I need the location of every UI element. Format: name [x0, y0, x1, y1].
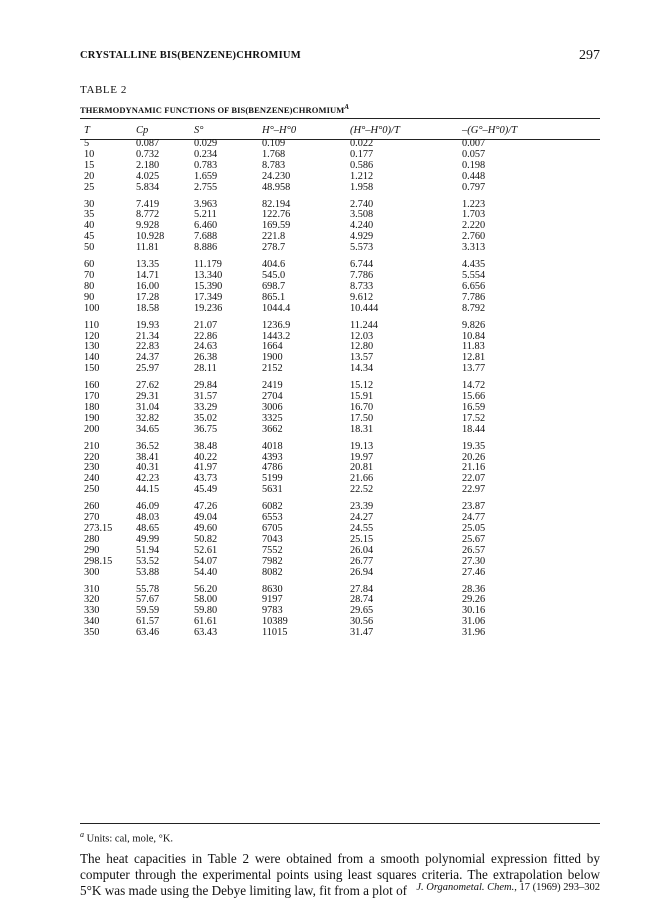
table-cell: 47.26: [194, 501, 218, 513]
table-cell: 54.07: [194, 555, 218, 567]
table-cell: 190: [84, 412, 100, 424]
table-cell: 6705: [262, 523, 283, 534]
column-header: Cp: [136, 124, 149, 136]
table-cell: 11015: [262, 627, 288, 639]
table-cell: 49.99: [136, 533, 160, 545]
table-cell: 16.70: [350, 401, 374, 413]
table-cell: 8.733: [350, 280, 374, 292]
table-cell: 36.75: [194, 423, 218, 435]
table-cell: 24.55: [350, 523, 374, 534]
table-cell: 56.20: [194, 583, 218, 595]
table-cell: 28.36: [462, 583, 486, 595]
table-cell: 59.59: [136, 605, 160, 617]
table-cell: 9.612: [350, 291, 374, 303]
page-header: [80, 48, 600, 66]
table-cell: 5.834: [136, 181, 160, 193]
table-cell: 26.04: [350, 544, 374, 556]
table-footnote: [80, 830, 173, 845]
table-cell: 0.087: [136, 138, 160, 149]
table-cell: 19.93: [136, 319, 160, 331]
table-cell: 50: [84, 242, 95, 254]
table-cell: 2.180: [136, 159, 160, 171]
table-cell: 10.928: [136, 231, 165, 243]
table-cell: 8.772: [136, 209, 160, 221]
table-cell: 122.76: [262, 209, 291, 221]
table-cell: 2.740: [350, 198, 374, 210]
table-cell: 1044.4: [262, 302, 291, 314]
table-cell: 3.963: [194, 198, 218, 210]
table-cell: 21.16: [462, 462, 486, 474]
table-cell: 7043: [262, 533, 283, 545]
table-cell: 35.02: [194, 412, 218, 424]
table-cell: 9.928: [136, 220, 160, 232]
table-cell: 7982: [262, 555, 283, 567]
table-cell: 24.37: [136, 352, 160, 364]
table-cell: 16.59: [462, 401, 486, 413]
table-cell: 27.30: [462, 555, 486, 567]
table-cell: 54.40: [194, 566, 218, 578]
table-cell: 22.52: [350, 484, 374, 496]
table-cell: 24.63: [194, 341, 218, 353]
table-cell: 38.48: [194, 440, 218, 452]
table-cell: 6.656: [462, 280, 486, 292]
table-cell: 59.80: [194, 605, 218, 617]
table-cell: 1.768: [262, 148, 286, 160]
table-cell: 220: [84, 451, 100, 463]
table-cell: 0.022: [350, 138, 374, 149]
footnote-text: Units: cal, mole, °K.: [86, 833, 174, 845]
table-cell: 9197: [262, 594, 283, 606]
table-cell: 0.448: [462, 170, 486, 182]
table-cell: 29.84: [194, 380, 218, 392]
table-row: [80, 557, 600, 568]
table-cell: 1.659: [194, 170, 218, 182]
table-cell: 17.50: [350, 412, 374, 424]
table-cell: 8630: [262, 583, 283, 595]
table-cell: 29.26: [462, 594, 486, 606]
table-cell: 32.82: [136, 412, 160, 424]
table-cell: 230: [84, 462, 100, 474]
table-cell: 42.23: [136, 473, 160, 485]
table-cell: 44.15: [136, 484, 160, 496]
table-cell: 310: [84, 583, 100, 595]
body-paragraph: The heat capacities in Table 2 were obtained from a smooth polynomial expression fitted by computer through the experimental points using least squares criteria. The extrapolation below 5°K was made using the Debye limiting law, fit from a plot of: [80, 851, 600, 898]
table-cell: 55.78: [136, 583, 160, 595]
table-cell: 0.177: [350, 148, 374, 160]
column-header: –(G°–H°0)/T: [462, 124, 518, 136]
table-cell: 82.194: [262, 198, 291, 210]
table-cell: 29.31: [136, 391, 160, 403]
table-cell: 1443.2: [262, 330, 291, 342]
table-cell: 24.77: [462, 512, 486, 524]
table-cell: 60: [84, 259, 95, 271]
table-cell: 11.244: [350, 319, 378, 331]
table-caption-text: THERMODYNAMIC FUNCTIONS OF BIS(BENZENE)CHROMIUM: [80, 104, 345, 115]
table-caption: [80, 103, 349, 115]
table-cell: 350: [84, 627, 100, 639]
running-title: CRYSTALLINE BIS(BENZENE)CHROMIUM: [80, 50, 301, 61]
table-cell: 28.11: [194, 363, 217, 375]
table-bottom-rule: [80, 823, 600, 824]
table-row: [80, 254, 600, 271]
table-cell: 17.28: [136, 291, 160, 303]
table-cell: 240: [84, 473, 100, 485]
thermodynamic-table: [80, 121, 600, 639]
table-cell: 49.60: [194, 523, 218, 534]
table-cell: 2.755: [194, 181, 218, 193]
table-cell: 11.179: [194, 259, 222, 271]
table-cell: 33.29: [194, 401, 218, 413]
table-cell: 5199: [262, 473, 283, 485]
table-cell: 8082: [262, 566, 283, 578]
table-cell: 273.15: [84, 523, 113, 534]
table-cell: 5.573: [350, 242, 374, 254]
table-cell: 21.07: [194, 319, 218, 331]
table-cell: 0.783: [194, 159, 218, 171]
table-cell: 340: [84, 616, 100, 628]
table-cell: 23.39: [350, 501, 374, 513]
table-cell: 150: [84, 363, 100, 375]
footnote-marker: a: [80, 830, 84, 839]
table-cell: 40: [84, 220, 95, 232]
table-cell: 26.77: [350, 555, 374, 567]
table-cell: 180: [84, 401, 100, 413]
table-cell: 4786: [262, 462, 283, 474]
table-cell: 4.435: [462, 259, 486, 271]
table-cell: 19.236: [194, 302, 223, 314]
table-cell: 404.6: [262, 259, 286, 271]
table-cell: 26.57: [462, 544, 486, 556]
table-cell: 2152: [262, 363, 283, 375]
citation-journal: J. Organometal. Chem.: [416, 882, 515, 893]
table-cell: 0.732: [136, 148, 160, 160]
table-row: [80, 172, 600, 183]
table-cell: 8.792: [462, 302, 486, 314]
table-cell: 40.31: [136, 462, 160, 474]
table-cell: 4393: [262, 451, 283, 463]
table-cell: 15.12: [350, 380, 374, 392]
table-cell: 90: [84, 291, 95, 303]
table-cell: 26.94: [350, 566, 374, 578]
table-cell: 34.65: [136, 423, 160, 435]
table-cell: 11.83: [462, 341, 485, 353]
table-cell: 13.340: [194, 269, 223, 281]
table-cell: 25.97: [136, 363, 160, 375]
table-cell: 46.09: [136, 501, 160, 513]
table-cell: 10: [84, 148, 95, 160]
table-cell: 1.212: [350, 170, 374, 182]
table-cell: 4.240: [350, 220, 374, 232]
table-cell: 9783: [262, 605, 283, 617]
journal-citation: [416, 882, 600, 893]
table-cell: 70: [84, 269, 95, 281]
table-head: [80, 121, 600, 139]
table-cell: 22.97: [462, 484, 486, 496]
table-cell: 35: [84, 209, 95, 221]
table-cell: 5.211: [194, 209, 217, 221]
table-cell: 12.03: [350, 330, 374, 342]
table-header-row: [80, 121, 600, 139]
table-cell: 12.81: [462, 352, 486, 364]
table-cell: 40.22: [194, 451, 218, 463]
table-cell: 24.230: [262, 170, 291, 182]
table-cell: 6553: [262, 512, 283, 524]
table-cell: 28.74: [350, 594, 374, 606]
table-row: [80, 243, 600, 254]
table-cell: 0.797: [462, 181, 486, 193]
table-cell: 6082: [262, 501, 283, 513]
table-cell: 19.97: [350, 451, 374, 463]
table-cell: 7.786: [350, 269, 374, 281]
table-cell: 0.586: [350, 159, 374, 171]
table-cell: 210: [84, 440, 100, 452]
table-cell: 6.460: [194, 220, 218, 232]
table-cell: 7.786: [462, 291, 486, 303]
table-cell: 43.73: [194, 473, 218, 485]
table-cell: 4.025: [136, 170, 160, 182]
table-cell: 270: [84, 512, 100, 524]
table-cell: 15.91: [350, 391, 374, 403]
table-cell: 221.8: [262, 231, 286, 243]
table-cell: 0.109: [262, 138, 286, 149]
table-cell: 2704: [262, 391, 283, 403]
table-row: [80, 425, 600, 436]
table-cell: 320: [84, 594, 100, 606]
table-cell: 22.83: [136, 341, 160, 353]
table-cell: 7.419: [136, 198, 160, 210]
column-header: H°–H°0: [262, 124, 297, 136]
table-cell: 1236.9: [262, 319, 291, 331]
table-cell: 31.47: [350, 627, 374, 639]
table-cell: 63.46: [136, 627, 160, 639]
table-cell: 4018: [262, 440, 283, 452]
table-cell: 61.57: [136, 616, 160, 628]
table-cell: 22.86: [194, 330, 218, 342]
table-cell: 10.84: [462, 330, 486, 342]
table-cell: 15.66: [462, 391, 486, 403]
table-cell: 260: [84, 501, 100, 513]
table-cell: 63.43: [194, 627, 218, 639]
table-body: [80, 139, 600, 639]
table-cell: 30: [84, 198, 95, 210]
table-cell: 38.41: [136, 451, 160, 463]
table-top-rule: [80, 118, 600, 119]
table-cell: 48.958: [262, 181, 291, 193]
table-cell: 52.61: [194, 544, 218, 556]
table-cell: 22.07: [462, 473, 486, 485]
table-cell: 13.77: [462, 363, 486, 375]
table-cell: 545.0: [262, 269, 286, 281]
table-cell: 31.04: [136, 401, 160, 413]
table-cell: 21.66: [350, 473, 374, 485]
table-row: [80, 304, 600, 315]
table-cell: 1.958: [350, 181, 374, 193]
table-cell: 27.46: [462, 566, 486, 578]
table-row: [80, 315, 600, 332]
table-cell: 30.16: [462, 605, 486, 617]
table-cell: 0.007: [462, 138, 486, 149]
table-row: [80, 485, 600, 496]
table-cell: 31.96: [462, 627, 486, 639]
table-cell: 0.057: [462, 148, 486, 160]
column-header: S°: [194, 124, 204, 136]
table-cell: 298.15: [84, 555, 113, 567]
table-cell: 1.223: [462, 198, 486, 210]
table-cell: 80: [84, 280, 95, 292]
table-cell: 25.15: [350, 533, 374, 545]
citation-details: , 17 (1969) 293–302: [514, 882, 600, 893]
table-row: [80, 183, 600, 194]
table-cell: 300: [84, 566, 100, 578]
table-cell: 45.49: [194, 484, 218, 496]
table-cell: 9.826: [462, 319, 486, 331]
table-cell: 8.886: [194, 242, 218, 254]
table-cell: 25.67: [462, 533, 486, 545]
table-cell: 8.783: [262, 159, 286, 171]
table-cell: 0.029: [194, 138, 218, 149]
table-cell: 6.744: [350, 259, 374, 271]
table-cell: 19.13: [350, 440, 374, 452]
table-cell: 19.35: [462, 440, 486, 452]
table-cell: 2419: [262, 380, 283, 392]
table-cell: 48.03: [136, 512, 160, 524]
table-cell: 45: [84, 231, 95, 243]
table-cell: 330: [84, 605, 100, 617]
table-cell: 140: [84, 352, 100, 364]
table-cell: 49.04: [194, 512, 218, 524]
table-cell: 100: [84, 302, 100, 314]
table-cell: 15.390: [194, 280, 223, 292]
table-cell: 27.62: [136, 380, 160, 392]
table-cell: 25.05: [462, 523, 486, 534]
table-cell: 13.35: [136, 259, 160, 271]
table-cell: 3325: [262, 412, 283, 424]
table-cell: 20: [84, 170, 95, 182]
table-cell: 2.760: [462, 231, 486, 243]
table-cell: 18.58: [136, 302, 160, 314]
table-cell: 698.7: [262, 280, 286, 292]
table-cell: 14.34: [350, 363, 374, 375]
table-cell: 0.198: [462, 159, 486, 171]
table-cell: 10.444: [350, 302, 379, 314]
table-cell: 13.57: [350, 352, 374, 364]
table-row: [80, 579, 600, 596]
table-cell: 14.71: [136, 269, 160, 281]
table-cell: 17.349: [194, 291, 223, 303]
table-cell: 29.65: [350, 605, 374, 617]
table-cell: 7.688: [194, 231, 218, 243]
table-cell: 5.554: [462, 269, 486, 281]
table-row: [80, 375, 600, 392]
table-cell: 17.52: [462, 412, 486, 424]
table-caption-marker: A: [344, 103, 350, 111]
table-cell: 3.508: [350, 209, 374, 221]
table-cell: 14.72: [462, 380, 486, 392]
table-cell: 48.65: [136, 523, 160, 534]
table-cell: 24.27: [350, 512, 374, 524]
column-header: T: [84, 124, 90, 136]
table-cell: 21.34: [136, 330, 160, 342]
table-label: TABLE 2: [80, 84, 128, 96]
table-cell: 23.87: [462, 501, 486, 513]
table-cell: 278.7: [262, 242, 286, 254]
table-cell: 18.44: [462, 423, 486, 435]
table-cell: 5: [84, 138, 90, 149]
table-cell: 61.61: [194, 616, 218, 628]
table-cell: 10389: [262, 616, 288, 628]
table-cell: 160: [84, 380, 100, 392]
table-cell: 26.38: [194, 352, 218, 364]
table-cell: 53.88: [136, 566, 160, 578]
table-cell: 53.52: [136, 555, 160, 567]
table-cell: 250: [84, 484, 100, 496]
table-row: [80, 194, 600, 211]
table-cell: 15: [84, 159, 95, 171]
table-cell: 4.929: [350, 231, 374, 243]
table-cell: 3006: [262, 401, 283, 413]
table-cell: 1900: [262, 352, 283, 364]
table-cell: 0.234: [194, 148, 218, 160]
table-row: [80, 628, 600, 639]
table-cell: 51.94: [136, 544, 160, 556]
table-cell: 27.84: [350, 583, 374, 595]
table-cell: 7552: [262, 544, 283, 556]
table-cell: 3.313: [462, 242, 486, 254]
table-cell: 25: [84, 181, 95, 193]
table-cell: 120: [84, 330, 100, 342]
table-cell: 1.703: [462, 209, 486, 221]
table-row: [80, 568, 600, 579]
table-cell: 41.97: [194, 462, 218, 474]
table-cell: 865.1: [262, 291, 286, 303]
table-cell: 30.56: [350, 616, 374, 628]
table-cell: 3662: [262, 423, 283, 435]
page-number: 297: [579, 48, 600, 63]
table-row: [80, 436, 600, 453]
column-header: (H°–H°0)/T: [350, 124, 400, 136]
table-cell: 36.52: [136, 440, 160, 452]
table-cell: 280: [84, 533, 100, 545]
table-row: [80, 364, 600, 375]
table-cell: 57.67: [136, 594, 160, 606]
table-cell: 16.00: [136, 280, 160, 292]
table-cell: 58.00: [194, 594, 218, 606]
table-cell: 18.31: [350, 423, 374, 435]
table-cell: 200: [84, 423, 100, 435]
table-cell: 11.81: [136, 242, 159, 254]
table-row: [80, 496, 600, 513]
table-cell: 20.26: [462, 451, 486, 463]
table-cell: 12.80: [350, 341, 374, 353]
table-cell: 290: [84, 544, 100, 556]
table-cell: 130: [84, 341, 100, 353]
table-cell: 31.06: [462, 616, 486, 628]
table-cell: 1664: [262, 341, 283, 353]
table-cell: 31.57: [194, 391, 218, 403]
table-cell: 50.82: [194, 533, 218, 545]
table-cell: 169.59: [262, 220, 291, 232]
table-cell: 5631: [262, 484, 283, 496]
table-cell: 110: [84, 319, 100, 331]
table-cell: 2.220: [462, 220, 486, 232]
table-cell: 20.81: [350, 462, 374, 474]
table-cell: 170: [84, 391, 100, 403]
